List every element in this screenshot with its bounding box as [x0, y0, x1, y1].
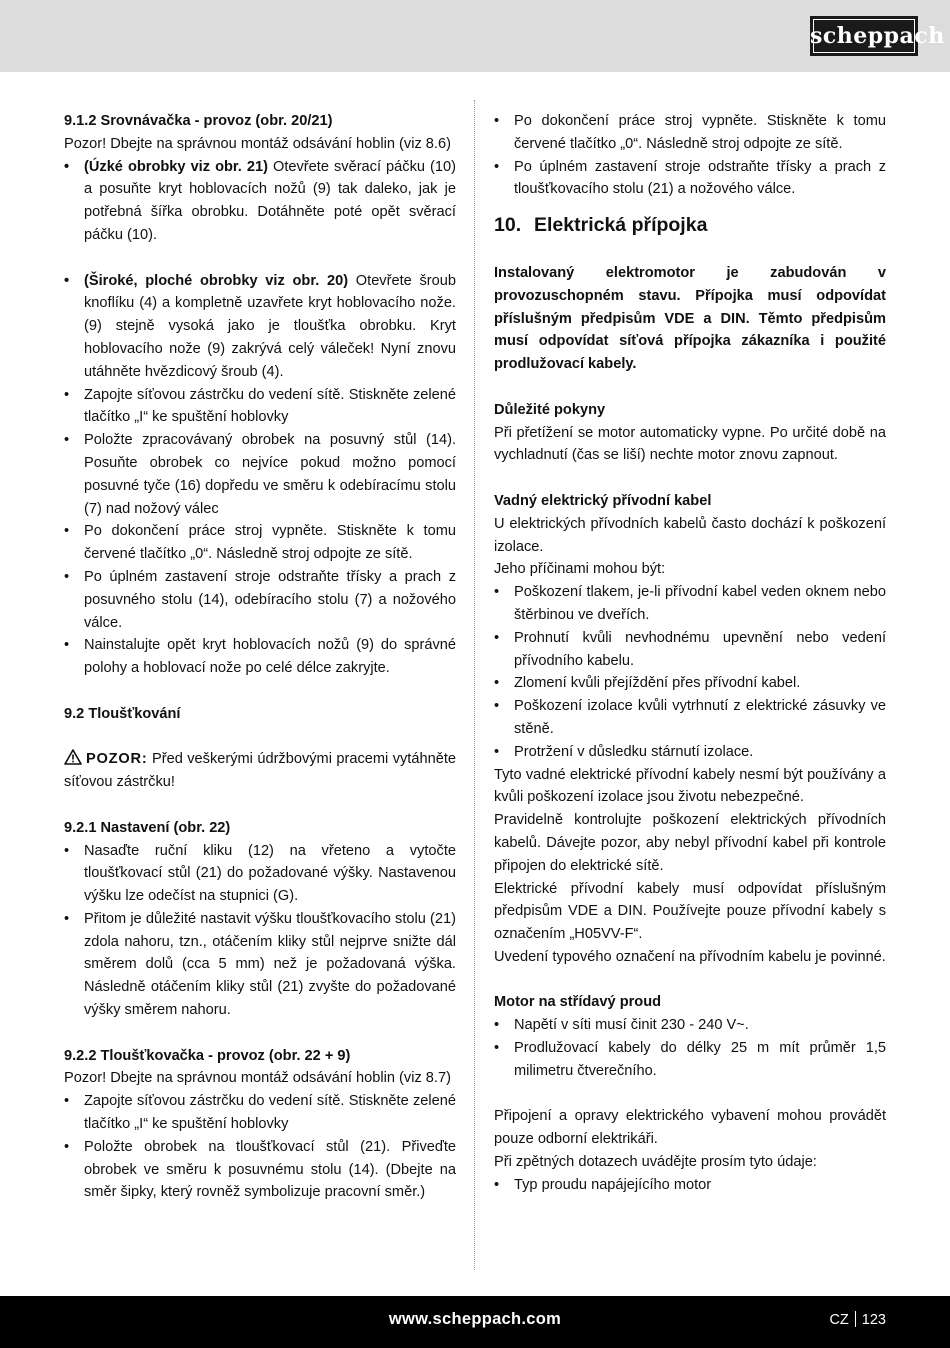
cable-paragraph-3: Elektrické přívodní kabely musí odpovídat příslušným předpisům VDE a DIN. Používejte pouze přívodní kabely s označením „H05VV-F“. — [494, 880, 886, 943]
list-item: • Prodlužovací kabely do délky 25 m mít průměr 1,5 milimetru čtverečního. — [494, 1040, 886, 1079]
cable-damage-list — [494, 581, 886, 763]
language-code: CZ — [829, 1312, 849, 1328]
cable-paragraph-2: Pravidelně kontrolujte poškození elektrických přívodních kabelů. Dávejte pozor, aby nebyl přívodní kabel při kontrole připojen do elektrické sítě. — [494, 812, 886, 874]
list-item: • Po úplném zastavení stroje odstraňte třísky a prach z posuvného stolu (14), odebíracího stolu (7) a nožového válce. — [64, 568, 456, 631]
final-list — [494, 1174, 886, 1197]
cable-causes: Jeho příčinami mohou být: — [494, 561, 666, 578]
important-text: Při přetížení se motor automaticky vypne. Po určité době na vychladnutí (čas se liší) nechte motor znovu zapnout. — [494, 424, 886, 464]
website-link[interactable]: www.scheppach.com — [388, 1310, 562, 1328]
page-footer — [0, 1296, 950, 1348]
section-9-2-1-title: 9.2.1 Nastavení (obr. 22) — [64, 819, 231, 836]
warning-text: Před veškerými údržbovými pracemi vytáhněte síťovou zástrčku! — [64, 751, 456, 791]
list-item: • Zapojte síťovou zástrčku do vedení sítě. Stiskněte zelené tlačítko „I“ ke spuštění hoblovky — [64, 1093, 456, 1133]
section-9-2-2-intro: Pozor! Dbejte na správnou montáž odsávání hoblin (viz 8.7) — [64, 1070, 451, 1087]
list-item: • Položte zpracovávaný obrobek na posuvný stůl (14). Posuňte obrobek co nejvíce pokud možno pomocí posuvné tyče (16) dopředu ve směru k odebíracímu stolu (7) nad nožový válec — [64, 432, 456, 517]
narrow-bold: (Úzké obrobky viz obr. 21) — [84, 158, 268, 175]
cable-title: Vadný elektrický přívodní kabel — [494, 492, 712, 509]
list-item: • Po dokončení práce stroj vypněte. Stiskněte k tomu červené tlačítko „0“. Následně stroj odpojte ze sítě. — [494, 113, 886, 152]
page-number: 123 — [861, 1312, 886, 1328]
section-9-1-2-title: 9.1.2 Srovnávačka - provoz (obr. 20/21) — [64, 113, 333, 129]
list-item: • Prohnutí kvůli nevhodnému upevnění nebo vedení přívodního kabelu. — [494, 629, 886, 669]
left-column — [64, 110, 456, 1204]
list-item: • Poškození izolace kvůli vytrhnutí z elektrické zásuvky ve stěně. — [494, 698, 886, 737]
thicknesser-finish-list — [494, 110, 886, 201]
page-separator — [855, 1311, 856, 1327]
list-item: • Poškození tlakem, je-li přívodní kabel veden oknem nebo štěrbinou ve dveřích. — [494, 584, 886, 623]
warning-label: POZOR: — [86, 751, 148, 768]
section-10-intro: Instalovaný elektromotor je zabudován v provozuschopném stavu. Přípojka musí odpovídat příslušným předpisům VDE a DIN. Těmto předpisům musí odpovídat síťová přípojka zákazníka i použité prodlužovací kabely. — [494, 264, 886, 373]
right-column — [494, 110, 886, 1197]
section-9-1-2-intro: Pozor! Dbejte na správnou montáž odsávání hoblin (viz 8.6) — [64, 135, 451, 152]
narrow-workpiece-list — [64, 156, 456, 247]
thicknesser-steps-list — [64, 1090, 456, 1204]
section-9-2-2-title: 9.2.2 Tloušťkovačka - provoz (obr. 22 + 9) — [64, 1047, 351, 1064]
section-9-2-title: 9.2 Tloušťkování — [64, 705, 181, 722]
important-title: Důležité pokyny — [494, 401, 606, 418]
scheppach-logo — [810, 16, 945, 56]
list-item: • Po dokončení práce stroj vypněte. Stiskněte k tomu červené tlačítko „0“. Následně stroj odpojte ze sítě. — [64, 523, 456, 563]
list-item: • Nasaďte ruční kliku (12) na vřeteno a vytočte tloušťkovací stůl (21) do požadované výšky. Nastavenou výšku lze odečíst na stupnici (G). — [64, 842, 456, 905]
section-10-number: 10. — [494, 214, 522, 237]
logo-text: scheppach — [810, 23, 945, 49]
narrow-text: Otevřete svěrací páčku (10) a posuňte kryt hoblovacích nožů (9) tak daleko, jak je potřebná šířka obrobku. Dotáhněte poté opět svěrací páčku (10). — [84, 158, 456, 243]
final-paragraph-1: Připojení a opravy elektrického vybavení mohou provádět pouze odborní elektrikáři. — [494, 1108, 886, 1148]
wide-bold: (Široké, ploché obrobky viz obr. 20) — [84, 272, 349, 289]
list-item: • (Široké, ploché obrobky viz obr. 20) Otevřete šroub knoflíku (4) a kompletně uzavřete kryt hoblovacího nože. (9) stejně vysoká jako je tloušťka obrobku. Kryt hoblovacího nože (9) zakrývá celý váleček! Nyní znovu utáhněte hvězdicový šroub (4). — [64, 272, 456, 380]
list-item: • Zapojte síťovou zástrčku do vedení sítě. Stiskněte zelené tlačítko „I“ ke spuštění hoblovky — [64, 386, 456, 426]
list-item: • Zlomení kvůli přejíždění přes přívodní kabel. — [494, 675, 801, 692]
cable-paragraph-4: Uvedení typového označení na přívodním kabelu je povinné. — [494, 948, 886, 965]
list-item: • (Úzké obrobky viz obr. 21) Otevřete svěrací páčku (10) a posuňte kryt hoblovacích nožů (9) tak daleko, jak je potřebná šířka obrobku. Dotáhněte poté opět svěrací páčku (10). — [64, 158, 456, 243]
warning-paragraph — [64, 748, 456, 794]
section-10-heading — [494, 211, 886, 239]
list-item: • Protržení v důsledku stárnutí izolace. — [494, 743, 754, 760]
page-indicator — [829, 1311, 886, 1328]
wide-workpiece-list — [64, 270, 456, 384]
list-item: • Přitom je důležité nastavit výšku tloušťkovacího stolu (21) zdola nahoru, tzn., otáčením kliky stůl nejprve snižte dál směrem dolů (cca 5 mm) než je požadovaná výška. Následně otáčením kliky stůl (21) zvyšte do požadované výšky směrem nahoru. — [64, 910, 456, 1019]
wide-text: Otevřete šroub knoflíku (4) a kompletně uzavřete kryt hoblovacího nože. (9) stejně vysoká jako je tloušťka obrobku. Kryt hoblovacího nože (9) zakrývá celý váleček! Nyní znovu utáhněte hvězdicový šroub (4). — [84, 272, 456, 380]
jointer-steps-list — [64, 384, 456, 680]
thickness-setting-list — [64, 840, 456, 1022]
section-10-title: Elektrická přípojka — [534, 214, 708, 237]
page-header — [0, 0, 950, 72]
column-divider — [474, 100, 475, 1270]
list-item: • Položte obrobek na tloušťkovací stůl (21). Přiveďte obrobek ve směru k posuvnému stolu (14). (Dbejte na směr šipky, který rovněž symbolizuje pracovní směr.) — [64, 1138, 456, 1201]
list-item: • Nainstalujte opět kryt hoblovacích nožů (9) do správné polohy a hoblovací nože po celé délce zakryjte. — [64, 637, 456, 677]
ac-motor-list — [494, 1014, 886, 1082]
list-item: • Typ proudu napájejícího motor — [494, 1176, 712, 1193]
cable-intro: U elektrických přívodních kabelů často dochází k poškození izolace. — [494, 515, 886, 555]
list-item: • Po úplném zastavení stroje odstraňte třísky a prach z tloušťkovacího stolu (21) a nožového válce. — [494, 158, 886, 198]
final-paragraph-2: Při zpětných dotazech uvádějte prosím tyto údaje: — [494, 1154, 817, 1171]
warning-triangle-icon — [64, 749, 82, 765]
list-item: • Napětí v síti musí činit 230 - 240 V~. — [494, 1017, 749, 1034]
ac-motor-title: Motor na střídavý proud — [494, 994, 662, 1011]
cable-paragraph-1: Tyto vadné elektrické přívodní kabely nesmí být používány a kvůli poškození izolace jsou životu nebezpečné. — [494, 766, 886, 806]
